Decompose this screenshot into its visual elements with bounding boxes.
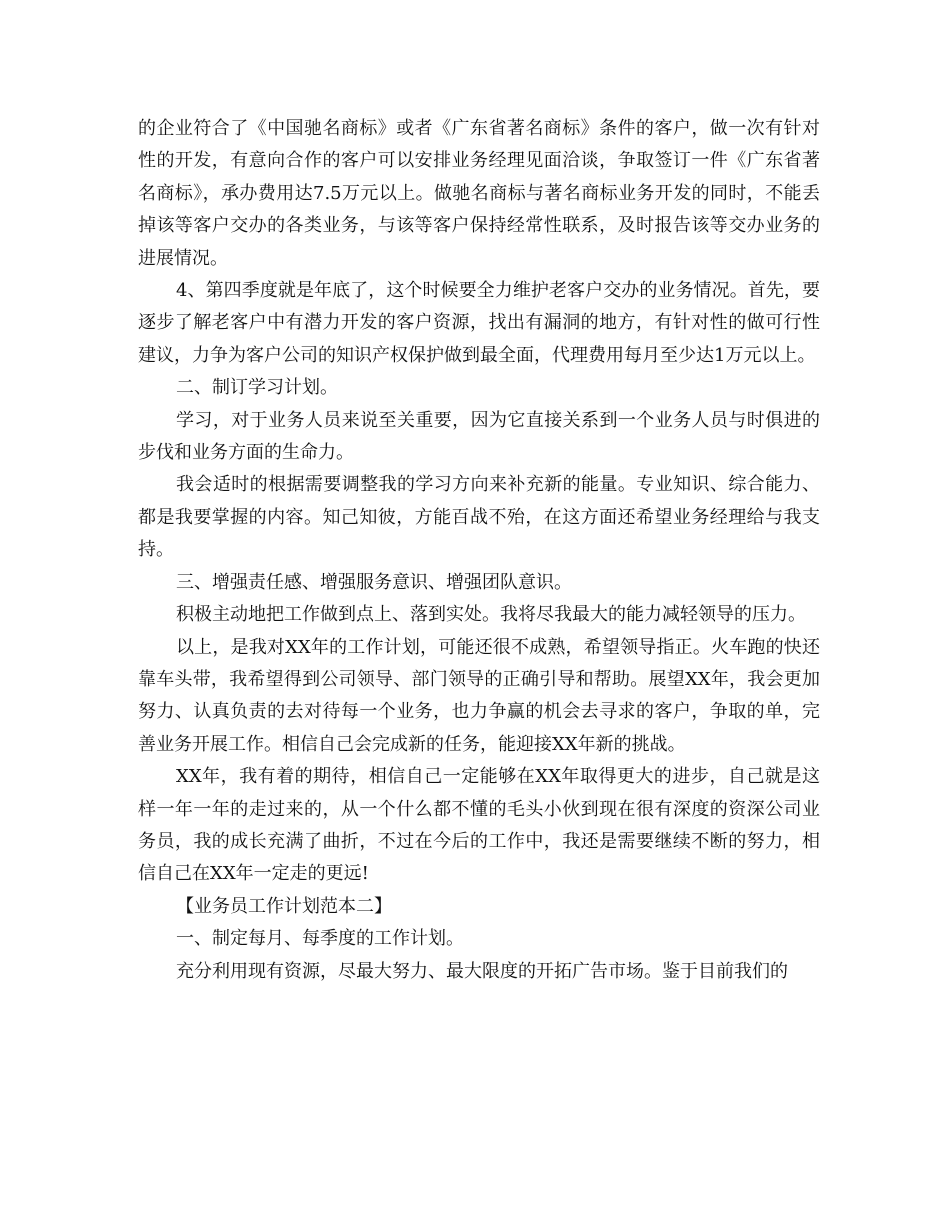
paragraph-12: 充分利用现有资源，尽最大努力、最大限度的开拓广告市场。鉴于目前我们的 <box>176 960 788 982</box>
section-title-sample-two: 【业务员工作计划范本二】 <box>176 895 392 917</box>
paragraph-4: 学习，对于业务人员来说至关重要，因为它直接关系到一个业务人员与时俱进的步伐和业务方面的生命力。 <box>138 409 820 464</box>
paragraph-5: 我会适时的根据需要调整我的学习方向来补充新的能量。专业知识、综合能力、都是我要掌握的内容。知己知彼，方能百战不殆，在这方面还希望业务经理给与我支持。 <box>138 474 820 561</box>
section-heading-study-plan: 二、制订学习计划。 <box>176 377 338 399</box>
section-heading-monthly-plan: 一、制定每月、每季度的工作计划。 <box>176 928 464 950</box>
paragraph-8: 以上，是我对XX年的工作计划，可能还很不成熟，希望领导指正。火车跑的快还靠车头带，我希望得到公司领导、部门领导的正确引导和帮助。展望XX年，我会更加努力、认真负责的去对待每一个业务，也力争赢的机会去寻求的客户，争取的单，完善业务开展工作。相信自己会完成新的任务，能迎接XX年新的挑战。 <box>138 636 820 755</box>
paragraph-9: XX年，我有着的期待，相信自己一定能够在XX年取得更大的进步，自己就是这样一年一年的走过来的，从一个什么都不懂的毛头小伙到现在很有深度的资深公司业务员，我的成长充满了曲折，不过在今后的工作中，我还是需要继续不断的努力，相信自己在XX年一定走的更远! <box>138 766 820 885</box>
paragraph-1: 的企业符合了《中国驰名商标》或者《广东省著名商标》条件的客户，做一次有针对性的开发，有意向合作的客户可以安排业务经理见面洽谈，争取签订一件《广东省著名商标》，承办费用达7.5万元以上。做驰名商标与著名商标业务开发的同时，不能丢掉该等客户交办的各类业务，与该等客户保持经常性联系，及时报告该等交办业务的进展情况。 <box>138 118 820 269</box>
paragraph-2: 4、第四季度就是年底了，这个时候要全力维护老客户交办的业务情况。首先，要逐步了解老客户中有潜力开发的客户资源，找出有漏洞的地方，有针对性的做可行性建议，力争为客户公司的知识产权保护做到最全面，代理费用每月至少达1万元以上。 <box>138 280 820 366</box>
paragraph-7: 积极主动地把工作做到点上、落到实处。我将尽我最大的能力减轻领导的压力。 <box>176 604 806 626</box>
document-body <box>138 113 820 988</box>
section-heading-responsibility: 三、增强责任感、增强服务意识、增强团队意识。 <box>176 571 572 593</box>
